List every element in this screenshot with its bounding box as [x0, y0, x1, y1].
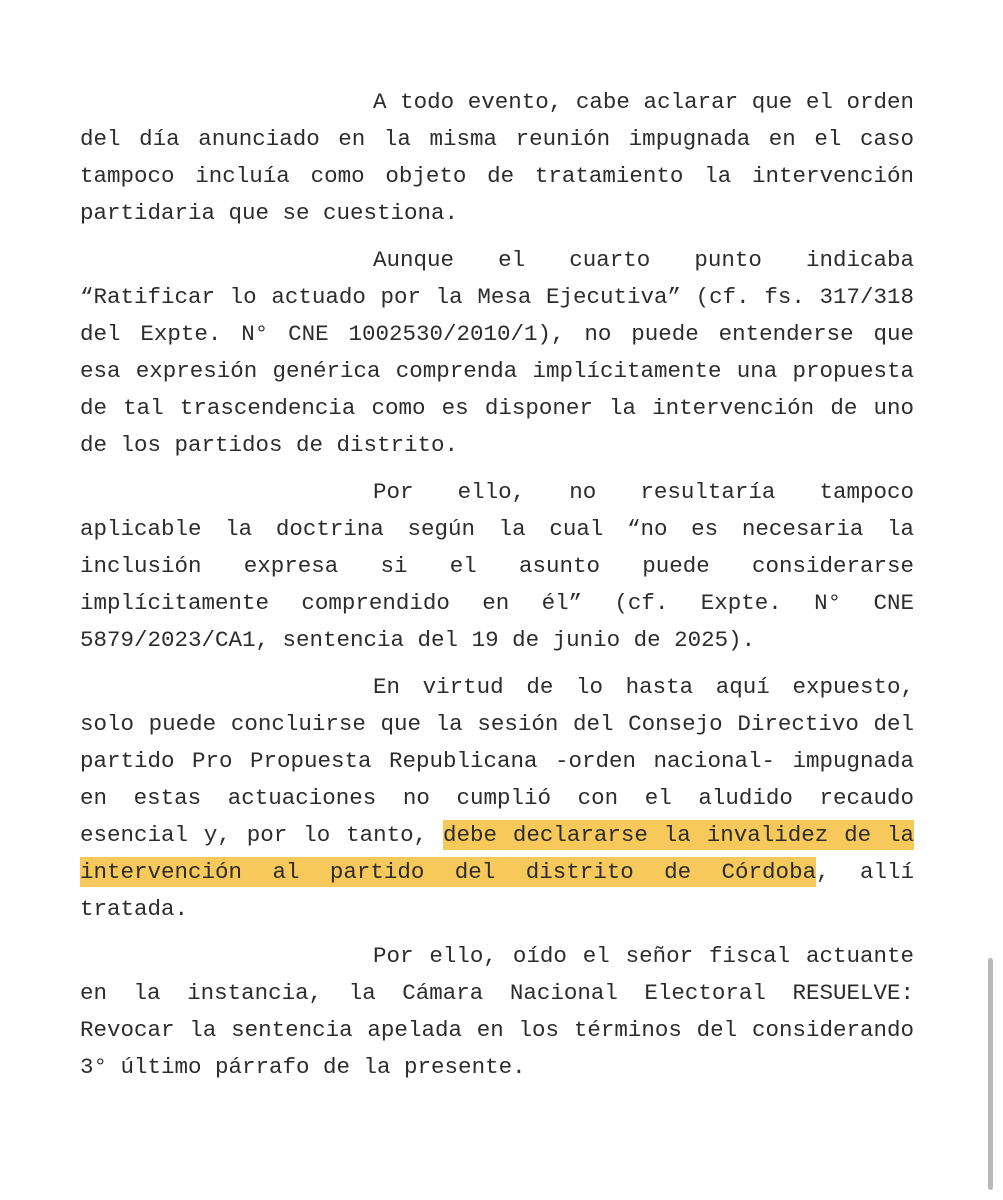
- paragraph-text: Por ello, no resultaría tampoco aplicable la doctrina según la cual “no es necesaria la inclusión expresa si el asunto puede considerarse implícitamente comprendido en él” (cf. Expte. N° CNE 5879/2023/CA1, sentencia del 19 de junio de 2025).: [80, 479, 914, 653]
- document-body: [80, 84, 914, 1096]
- paragraph-text: Por ello, oído el señor fiscal actuante en la instancia, la Cámara Nacional Electoral RESUELVE: Revocar la sentencia apelada en los términos del considerando 3° último párrafo de la presente.: [80, 943, 914, 1080]
- vertical-scrollbar[interactable]: [988, 958, 993, 1190]
- paragraph-2: [80, 242, 914, 464]
- paragraph-4: [80, 669, 914, 928]
- paragraph-text: En virtud de lo hasta aquí expuesto, solo puede concluirse que la sesión del Consejo Directivo del partido Pro Propuesta Republicana -orden nacional- impugnada en estas actuaciones no cumplió con el aludido recaudo esencial y, por lo tanto,: [80, 674, 914, 848]
- paragraph-text: Aunque el cuarto punto indicaba “Ratificar lo actuado por la Mesa Ejecutiva” (cf. fs. 317/318 del Expte. N° CNE 1002530/2010/1), no puede entenderse que esa expresión genérica comprenda implícitamente una propuesta de tal trascendencia como es disponer la intervención de uno de los partidos de distrito.: [80, 247, 914, 458]
- paragraph-5: [80, 938, 914, 1086]
- paragraph-1: [80, 84, 914, 232]
- paragraph-3: [80, 474, 914, 659]
- highlighted-text: debe declararse la invalidez de la intervención al partido del distrito de Córdoba: [80, 822, 915, 885]
- paragraph-text: A todo evento, cabe aclarar que el orden del día anunciado en la misma reunión impugnada en el caso tampoco incluía como objeto de tratamiento la intervención partidaria que se cuestiona.: [80, 89, 914, 226]
- paragraph-text: , allí tratada.: [80, 859, 915, 922]
